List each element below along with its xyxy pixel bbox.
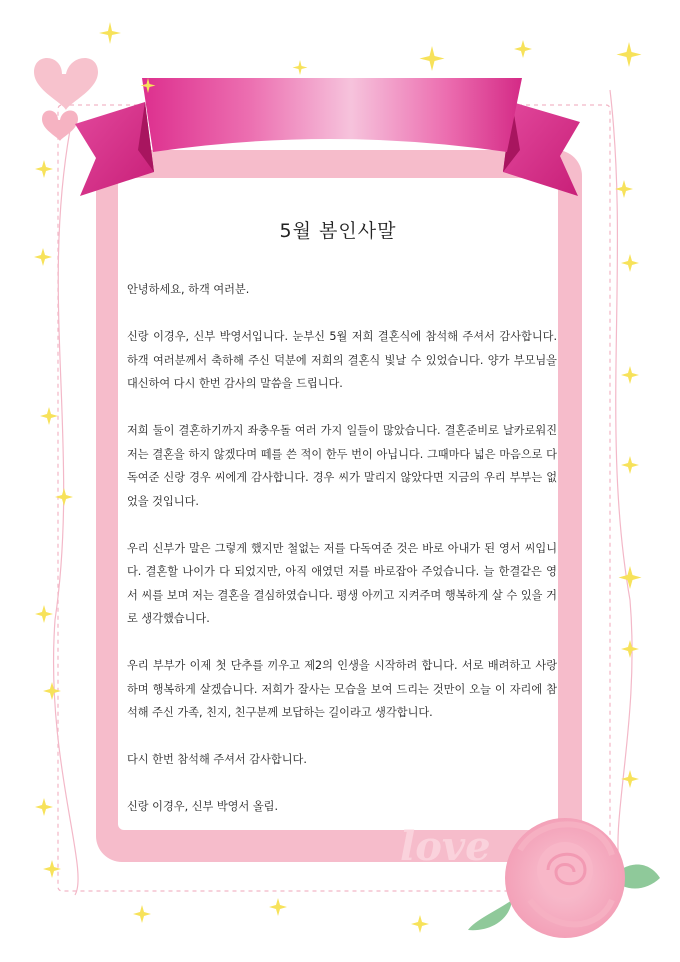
ribbon-banner: [142, 78, 522, 152]
leaf-icon: [468, 900, 512, 930]
letter-body: [127, 278, 557, 842]
letter-paragraph-4: 우리 부부가 이제 첫 단추를 끼우고 제2의 인생을 시작하려 합니다. 서로 배려하고 사랑하며 행복하게 살겠습니다. 저희가 잘사는 모습을 보여 드리는 것만이 오늘 이 자리에 참석해 주신 가족, 친지, 친구분께 보답하는 길이라고 생각합니다.: [127, 659, 557, 719]
heart-icon: [42, 110, 78, 141]
love-watermark: love: [400, 823, 491, 870]
closing-paragraph: 다시 한번 참석해 주셔서 감사합니다.: [127, 753, 307, 766]
letter-title: 5월 봄인사말: [279, 220, 397, 242]
greeting-paragraph: 안녕하세요, 하객 여러분.: [127, 283, 250, 296]
letter-paper: [118, 178, 558, 830]
letter-paragraph-3: 우리 신부가 말은 그렇게 했지만 철없는 저를 다독여준 것은 바로 아내가 된 영서 씨입니다. 결혼할 나이가 다 되었지만, 아직 애였던 저를 바로잡아 주었습니다. 늘 한결같은 영서 씨를 보며 저는 결혼을 결심하였습니다. 평생 아끼고 지켜주며 행복하게 살 수 있을 거로 생각했습니다.: [127, 541, 557, 625]
signature: 신랑 이경우, 신부 박영서 올림.: [127, 800, 279, 813]
heart-icon: [34, 58, 98, 110]
letter-paragraph-1: 신랑 이경우, 신부 박영서입니다. 눈부신 5월 저희 결혼식에 참석해 주셔서 감사합니다. 하객 여러분께서 축하해 주신 덕분에 저희의 결혼식 빛날 수 있었습니다. 양가 부모님을 대신하여 다시 한번 감사의 말씀을 드립니다.: [127, 330, 557, 390]
letter-paragraph-2: 저희 둘이 결혼하기까지 좌충우돌 여러 가지 일들이 많았습니다. 결혼준비로 날카로워진 저는 결혼을 하지 않겠다며 떼를 쓴 적이 한두 번이 아닙니다. 그때마다 넓은 마음으로 다독여준 신랑 경우 씨에게 감사합니다. 경우 씨가 말리지 않았다면 지금의 우리 부부는 없었을 것입니다.: [127, 424, 557, 508]
